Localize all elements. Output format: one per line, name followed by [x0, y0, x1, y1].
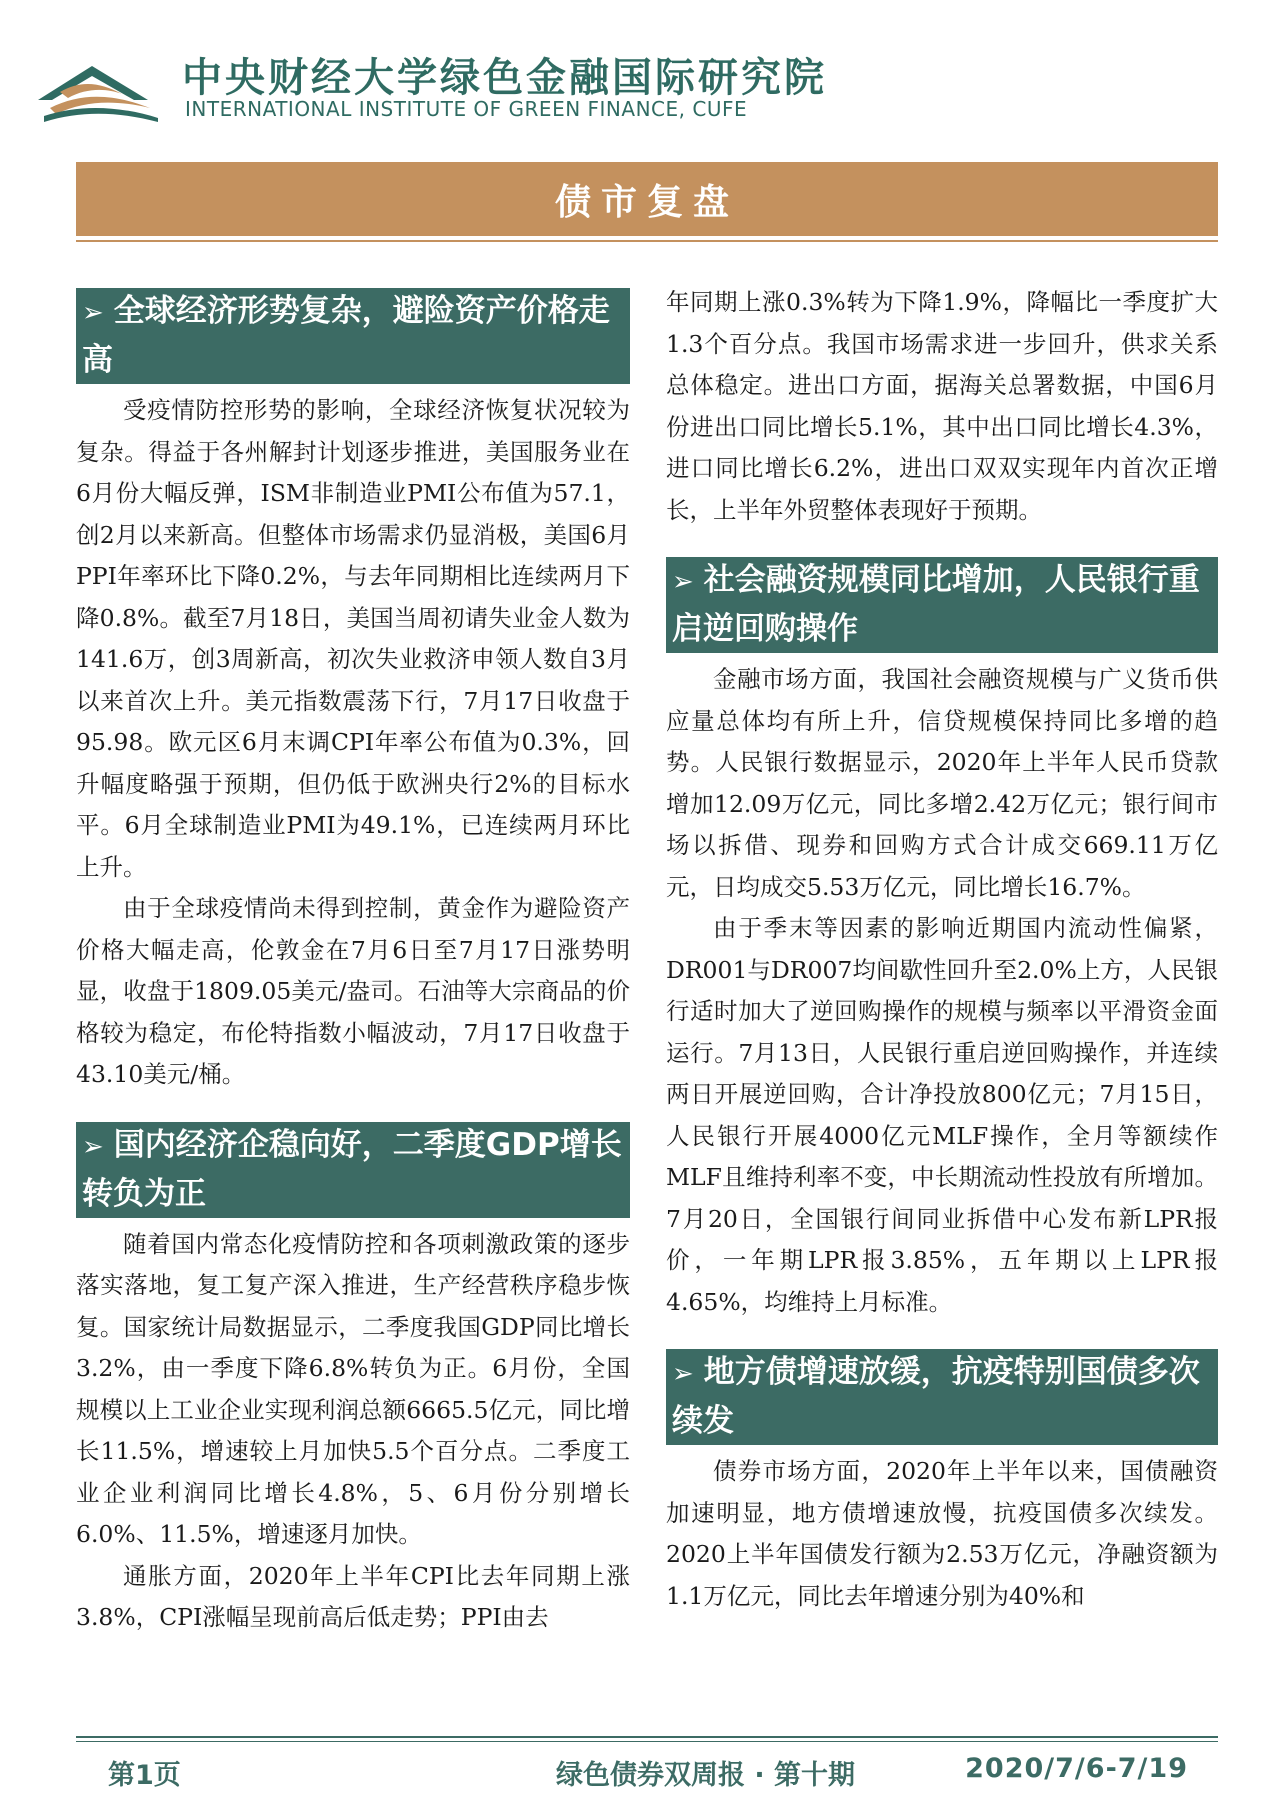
arrow-right-icon: ➢: [82, 1131, 104, 1162]
spacer: [76, 1096, 630, 1122]
institute-name-en: INTERNATIONAL INSTITUTE OF GREEN FINANCE, CUFE: [185, 97, 748, 121]
paragraph-inflation-continued: 年同期上涨0.3%转为下降1.9%，降幅比一季度扩大1.3个百分点。我国市场需求进一步回升，供求关系总体稳定。进出口方面，据海关总署数据，中国6月份进出口同比增长5.1%，其中出口同比增长4.3%，进口同比增长6.2%，进出口双双实现年内首次正增长，上半年外贸整体表现好于预期。: [666, 288, 1218, 524]
section-heading-social-financing: [666, 557, 1218, 653]
section-heading-text: 全球经济形势复杂，避险资产价格走高: [82, 293, 610, 378]
spacer: [666, 1323, 1218, 1349]
spacer: [666, 531, 1218, 557]
page-footer: [76, 1753, 1218, 1793]
section-heading-domestic-economy: [76, 1122, 630, 1218]
page-header: [30, 40, 930, 130]
section-heading-text: 地方债增速放缓，抗疫特别国债多次续发: [672, 1354, 1200, 1439]
arrow-right-icon: ➢: [82, 298, 104, 328]
section-heading-local-bonds: [666, 1349, 1218, 1445]
paragraph-bond-market: 债券市场方面，2020年上半年以来，国债融资加速明显，地方债增速放慢，抗疫国债多次续发。2020上半年国债发行额为2.53万亿元，净融资额为1.1万亿元，同比去年增速分别为40%和: [666, 1457, 1218, 1610]
arrow-right-icon: ➢: [672, 1359, 694, 1389]
left-column: [76, 288, 630, 1639]
issue-title: 绿色债券双周报 · 第十期: [556, 1760, 856, 1791]
page-number: 第1页: [108, 1760, 181, 1791]
issue-date-range: 2020/7/6-7/19: [965, 1753, 1188, 1784]
paragraph-global-economy: 受疫情防控形势的影响，全球经济恢复状况较为复杂。得益于各州解封计划逐步推进，美国服务业在6月份大幅反弹，ISM非制造业PMI公布值为57.1，创2月以来新高。但整体市场需求仍显消极，美国6月PPI年率环比下降0.2%，与去年同期相比连续两月下降0.8%。截至7月18日，美国当周初请失业金人数为141.6万，创3周新高，初次失业救济申领人数自3月以来首次上升。美元指数震荡下行，7月17日收盘于95.98。欧元区6月末调CPI年率公布值为0.3%，回升幅度略强于预期，但仍低于欧洲央行2%的目标水平。6月全球制造业PMI为49.1%，已连续两月环比上升。: [76, 396, 630, 881]
paragraph-financial-market: 金融市场方面，我国社会融资规模与广义货币供应量总体均有所上升，信贷规模保持同比多增的趋势。人民银行数据显示，2020年上半年人民币贷款增加12.09万亿元，同比多增2.42万亿元；银行间市场以拆借、现券和回购方式合计成交669.11万亿元，日均成交5.53万亿元，同比增长16.7%。: [666, 665, 1218, 901]
right-column: [666, 282, 1218, 1617]
arrow-right-icon: ➢: [672, 567, 694, 597]
section-heading-text: 国内经济企稳向好，二季度GDP增长转负为正: [82, 1126, 622, 1212]
institute-logo-icon: [30, 48, 170, 128]
footer-divider: [76, 1736, 1218, 1738]
paragraph-liquidity: 由于季末等因素的影响近期国内流动性偏紧，DR001与DR007均间歇性回升至2.0%上方，人民银行适时加大了逆回购操作的规模与频率以平滑资金面运行。7月13日，人民银行重启逆回购操作，并连续两日开展逆回购，合计净投放800亿元；7月15日，人民银行开展4000亿元MLF操作，全月等额续作MLF且维持利率不变，中长期流动性投放有所增加。7月20日，全国银行间同业拆借中心发布新LPR报价，一年期LPR报3.85%，五年期以上LPR报4.65%，均维持上月标准。: [666, 914, 1218, 1316]
paragraph-gdp: 随着国内常态化疫情防控和各项刺激政策的逐步落实落地，复工复产深入推进，生产经营秩序稳步恢复。国家统计局数据显示，二季度我国GDP同比增长3.2%，由一季度下降6.8%转负为正。6月份，全国规模以上工业企业实现利润总额6665.5亿元，同比增长11.5%，增速较上月加快5.5个百分点。二季度工业企业利润同比增长4.8%，5、6月份分别增长6.0%、11.5%，增速逐月加快。: [76, 1229, 630, 1548]
banner-title: 债市复盘: [554, 181, 739, 223]
footer-divider-thin: [76, 1741, 1218, 1742]
paragraph-gold-oil: 由于全球疫情尚未得到控制，黄金作为避险资产价格大幅走高，伦敦金在7月6日至7月17日涨势明显，收盘于1809.05美元/盎司。石油等大宗商品的价格较为稳定，布伦特指数小幅波动，7月17日收盘于43.10美元/桶。: [76, 894, 630, 1088]
paragraph-inflation: 通胀方面，2020年上半年CPI比去年同期上涨3.8%，CPI涨幅呈现前高后低走势；PPI由去: [76, 1561, 630, 1631]
section-heading-text: 社会融资规模同比增加，人民银行重启逆回购操作: [672, 562, 1200, 647]
report-banner: [76, 162, 1218, 236]
institute-name-cn: 中央财经大学绿色金融国际研究院: [182, 55, 827, 101]
section-heading-global-economy: [76, 288, 630, 384]
banner-divider: [76, 240, 1218, 242]
